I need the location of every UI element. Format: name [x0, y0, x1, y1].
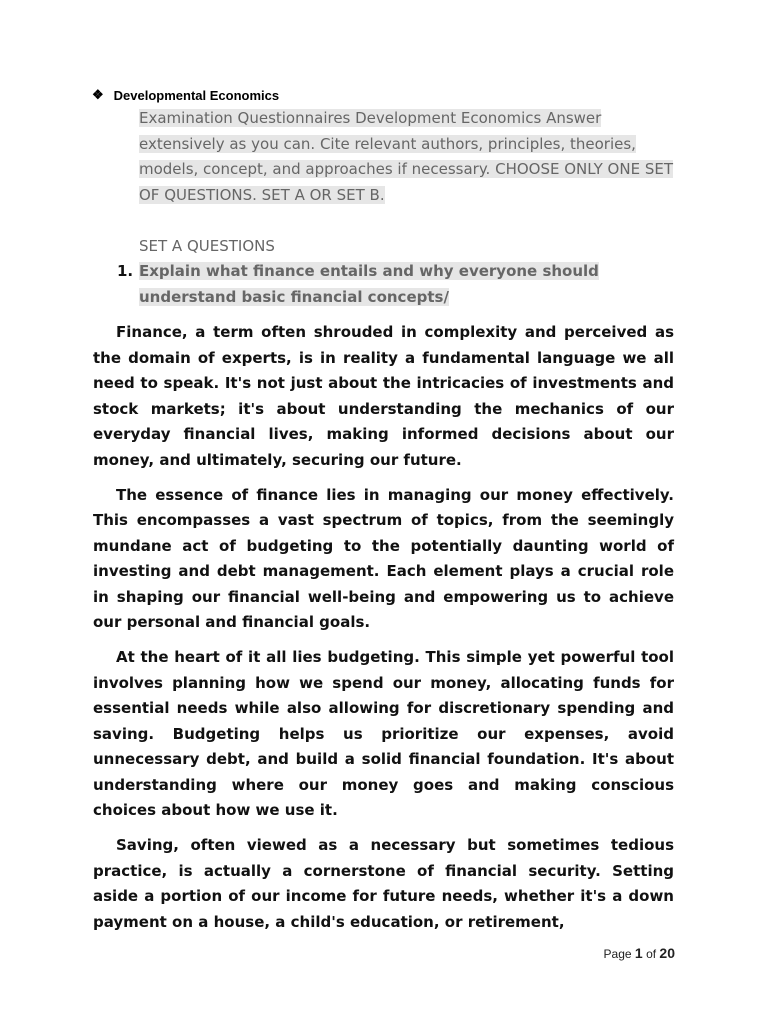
question-number: 1. [117, 262, 134, 280]
total-pages-number: 20 [659, 945, 675, 961]
paragraph: The essence of finance lies in managing our money effectively. This encompasses a vast spectrum of topics, from the seemingly mundane act of budgeting to the potentially daunting world of investing and debt management. Each element plays a crucial role in shaping our financial well-being and empowering us to achieve our personal and financial goals. [93, 485, 674, 631]
page-footer [604, 945, 675, 961]
current-page-number: 1 [634, 945, 643, 961]
answer-body [93, 320, 674, 945]
question-text: Explain what finance entails and why everyone should understand basic financial concepts/ [139, 262, 599, 306]
paragraph: At the heart of it all lies budgeting. This simple yet powerful tool involves planning how we spend our money, allocating funds for essential needs while also allowing for discretionary spending and saving. Budgeting helps us prioritize our expenses, avoid unnecessary debt, and build a solid financial foundation. It's about understanding where our money goes and making conscious choices about how we use it. [93, 648, 674, 819]
exam-instructions-text: Examination Questionnaires Development Economics Answer extensively as you can. Cite relevant authors, principles, theories, models, concept, and approaches if necessary. CHOOSE ONLY ONE SET OF QUESTIONS. SET A OR SET B. [139, 109, 673, 204]
of-label: of [646, 947, 657, 961]
exam-instructions [139, 106, 679, 208]
question-1 [117, 259, 657, 310]
paragraph: Finance, a term often shrouded in complexity and perceived as the domain of experts, is in reality a fundamental language we all need to speak. It's not just about the intricacies of investments and stock markets; it's about understanding the mechanics of our everyday financial lives, making informed decisions about our money, and ultimately, securing our future. [93, 323, 674, 469]
section-heading-title: Developmental Economics [113, 87, 280, 103]
diamond-bullet-icon: ❖ [92, 87, 104, 102]
page-label: Page [603, 947, 632, 961]
set-a-label: SET A QUESTIONS [139, 237, 275, 255]
section-heading [92, 87, 279, 103]
paragraph: Saving, often viewed as a necessary but sometimes tedious practice, is actually a cornerstone of financial security. Setting aside a portion of our income for future needs, whether it's a down payment on a house, a child's education, or retirement, [93, 836, 674, 931]
